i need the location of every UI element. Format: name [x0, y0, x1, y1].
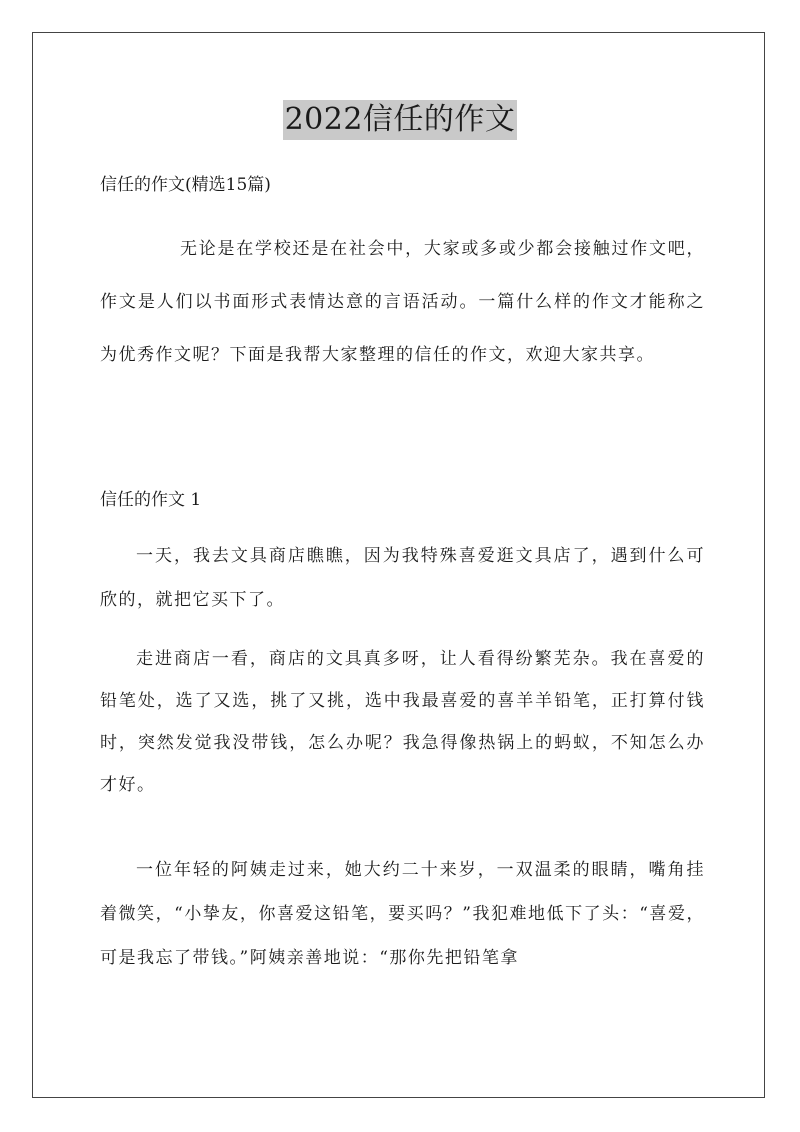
body-paragraph-1: 一天，我去文具商店瞧瞧，因为我特殊喜爱逛文具店了，遇到什么可欣的，就把它买下了。: [100, 546, 705, 610]
title-container: [0, 100, 800, 140]
body-paragraph-3: 一位年轻的阿姨走过来，她大约二十来岁，一双温柔的眼睛，嘴角挂着微笑，“小挚友，你喜爱这铅笔，要买吗？”我犯难地低下了头：“喜爱，可是我忘了带钱。”阿姨亲善地说：“那你先把铅笔拿: [100, 860, 705, 968]
body-paragraph-2: 走进商店一看，商店的文具真多呀，让人看得纷繁芜杂。我在喜爱的铅笔处，选了又选，挑了又挑，选中我最喜爱的喜羊羊铅笔，正打算付钱时，突然发觉我没带钱，怎么办呢？我急得像热锅上的蚂蚁，不知怎么办才好。: [100, 649, 705, 795]
section-heading: 信任的作文 1: [100, 490, 202, 510]
document-subtitle: 信任的作文(精选15篇): [100, 175, 271, 195]
document-title: 2022信任的作文: [283, 100, 518, 140]
intro-paragraph: 无论是在学校还是在社会中，大家或多或少都会接触过作文吧，作文是人们以书面形式表情达意的言语活动。一篇什么样的作文才能称之为优秀作文呢？下面是我帮大家整理的信任的作文，欢迎大家共享。: [100, 239, 705, 365]
